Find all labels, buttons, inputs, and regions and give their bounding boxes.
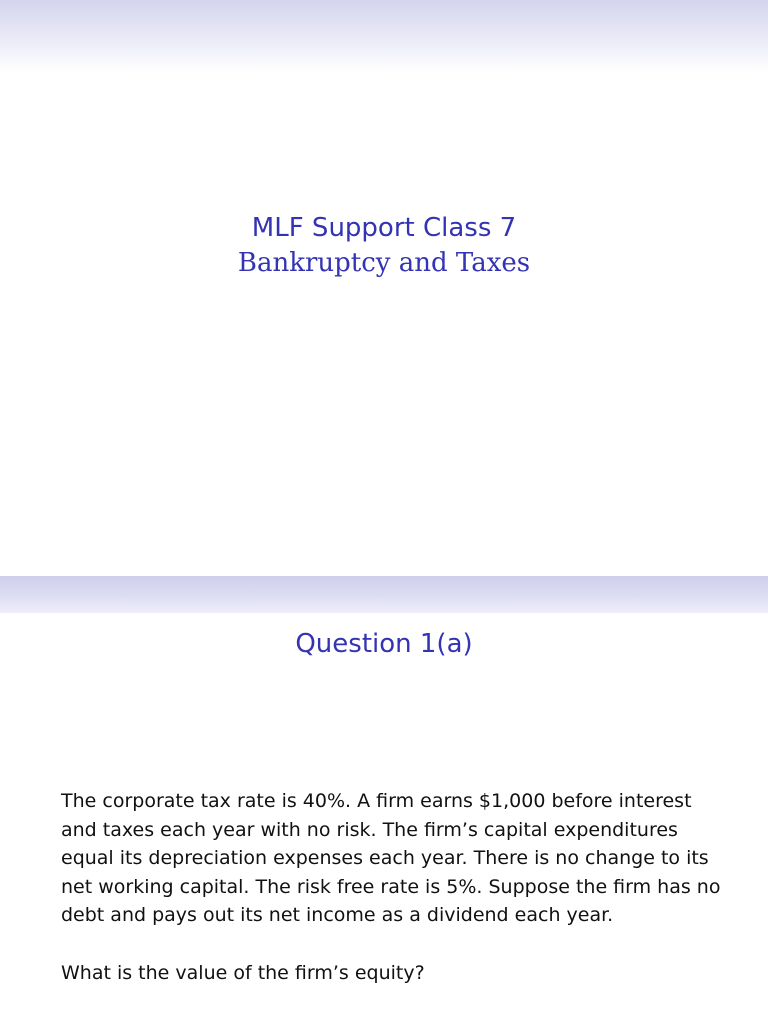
presentation-subtitle: Bankruptcy and Taxes [237,248,531,278]
question-slide [0,576,768,1024]
header-band [0,576,768,613]
presentation-title: MLF Support Class 7 [251,213,517,243]
header-band [0,0,768,72]
question-prompt: What is the value of the firm’s equity? [61,962,425,984]
problem-statement: The corporate tax rate is 40%. A firm earns $1,000 before interest and taxes each year with no risk. The firm’s capital expenditures equal its depreciation expenses each year. There is no change to its net working capital. The risk free rate is 5%. Suppose the firm has no debt and pays out its net income as a dividend each year. [61,790,721,926]
frame-title: Question 1(a) [295,629,473,659]
